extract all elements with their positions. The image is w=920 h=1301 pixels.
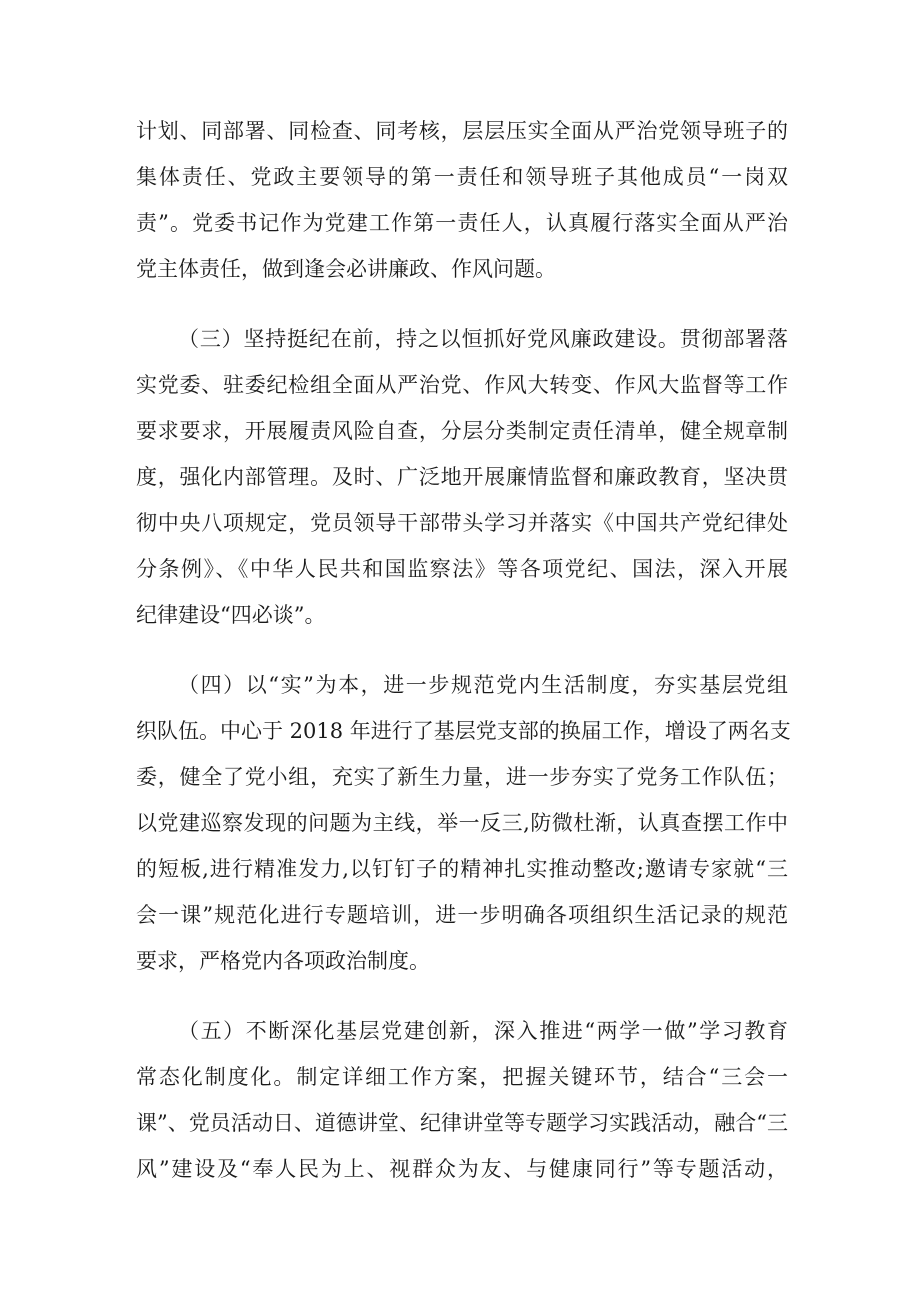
text-line: 要求，严格党内各项政治制度。 [136, 949, 430, 973]
text-line: 会一课”规范化进行专题培训，进一步明确各项组织生活记录的规范 [136, 903, 788, 927]
paragraph-3 [136, 662, 791, 984]
document-body [136, 108, 791, 1192]
text-line: 彻中央八项规定，党员领导干部带头学习并落实《中国共产党纪律处 [136, 511, 788, 535]
text-line: （三）坚持挺纪在前，持之以恒抓好党风廉政建设。贯彻部署落 [178, 327, 788, 351]
text-line: 课”、党员活动日、道德讲堂、纪律讲堂等专题学习实践活动，融合“三 [136, 1111, 788, 1135]
text-line: 常态化制度化。制定详细工作方案，把握关键环节，结合“三会一 [136, 1065, 788, 1089]
text-line: 集体责任、党政主要领导的第一责任和领导班子其他成员“一岗双 [136, 165, 788, 189]
paragraph-gap [136, 984, 788, 1008]
text-line: 度，强化内部管理。及时、广泛地开展廉情监督和廉政教育，坚决贯 [136, 465, 788, 489]
text-line: 以党建巡察发现的问题为主线，举一反三,防微杜渐，认真查摆工作中 [136, 811, 788, 835]
text-line: 计划、同部署、同检查、同考核，层层压实全面从严治党领导班子的 [136, 119, 788, 143]
text-line: 委，健全了党小组，充实了新生力量，进一步夯实了党务工作队伍； [136, 765, 788, 789]
paragraph-gap [136, 638, 788, 662]
text-line: 分条例》、《中华人民共和国监察法》等各项党纪、国法，深入开展 [136, 557, 788, 581]
text-line: 织队伍。中心于 2018 年进行了基层党支部的换届工作，增设了两名支 [136, 719, 791, 743]
text-line: 风”建设及“奉人民为上、视群众为友、与健康同行”等专题活动， [136, 1157, 788, 1181]
paragraph-2 [136, 316, 788, 638]
text-line: 的短板,进行精准发力,以钉钉子的精神扎实推动整改;邀请专家就“三 [136, 857, 788, 881]
paragraph-1 [136, 108, 788, 292]
text-line: 实党委、驻委纪检组全面从严治党、作风大转变、作风大监督等工作 [136, 373, 788, 397]
text-line: （五）不断深化基层党建创新，深入推进“两学一做”学习教育 [178, 1019, 788, 1043]
text-line: 纪律建设“四必谈”。 [136, 603, 326, 627]
text-line: 责”。党委书记作为党建工作第一责任人，认真履行落实全面从严治 [136, 211, 788, 235]
paragraph-gap [136, 292, 788, 316]
text-line: （四）以“实”为本，进一步规范党内生活制度，夯实基层党组 [178, 673, 788, 697]
paragraph-4 [136, 1008, 788, 1192]
text-line: 党主体责任，做到逢会必讲廉政、作风问题。 [136, 257, 556, 281]
text-line: 要求要求，开展履责风险自查，分层分类制定责任清单，健全规章制 [136, 419, 788, 443]
